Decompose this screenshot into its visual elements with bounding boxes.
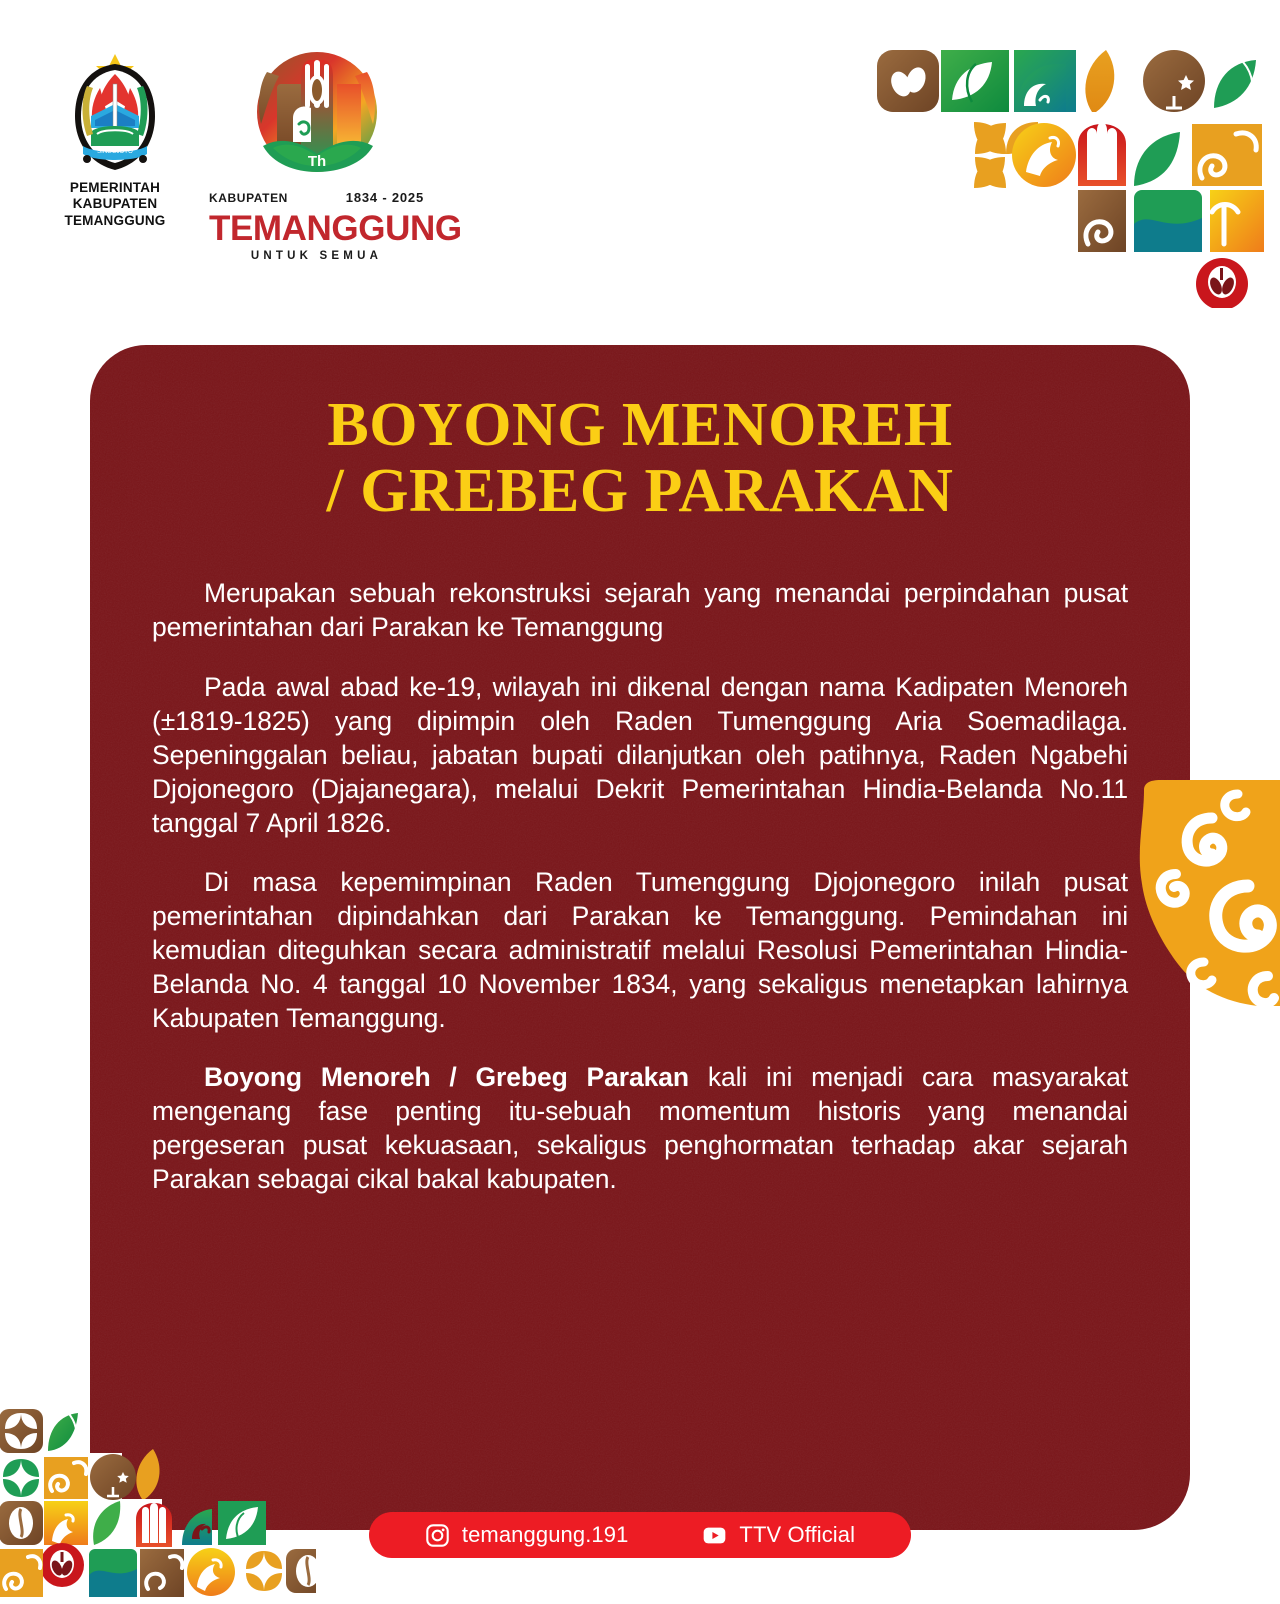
header (0, 0, 1280, 330)
cultural-motif-mosaic-bottom-left (0, 1369, 316, 1604)
batik-gunungan-ornament-icon (1120, 780, 1280, 1015)
social-footer-bar (369, 1512, 911, 1558)
title-line-1: BOYONG MENOREH (327, 391, 953, 459)
paragraph-3: Di masa kepemimpinan Raden Tumenggung Djojonegoro inilah pusat pemerintahan dipindahkan dari Parakan ke Temanggung. Pemindahan ini kemudian diteguhkan secara administratif melalui Resolusi Pemerintahan Hindia-Belanda No. 4 tanggal 10 November 1834, yang sekaligus menetapkan lahirnya Kabupaten Temanggung. (152, 866, 1128, 1033)
anniversary-kabupaten-label: KABUPATEN (209, 191, 288, 205)
instagram-icon (425, 1523, 450, 1548)
anniversary-th-label: Th (307, 153, 326, 170)
page-title (152, 393, 1128, 524)
province-emblem-caption: PEMERINTAH KABUPATEN TEMANGGUNG (64, 180, 166, 228)
instagram-label: temanggung.191 (461, 1522, 629, 1547)
paragraph-1: Merupakan sebuah rekonstruksi sejarah yang menandai perpindahan pusat pemerintahan dari Parakan ke Temanggung (152, 578, 1128, 643)
svg-text:SINGOJOYO: SINGOJOYO (97, 149, 133, 155)
closing-bold-phrase: Boyong Menoreh / Grebeg Parakan (204, 1062, 689, 1092)
closing-rest: kali ini menjadi cara masyarakat mengenang fase penting itu-sebuah momentum historis yang menandai pergeseran pusat kekuasaan, sekaligus penghormatan terhadap akar sejarah Parakan sebagai cikal bakal kabupaten. (152, 1062, 1129, 1195)
province-emblem-block (55, 50, 175, 229)
instagram-handle[interactable] (425, 1522, 629, 1548)
anniversary-word-row (209, 186, 424, 212)
paragraph-2: Pada awal abad ke-19, wilayah ini dikenal dengan nama Kadipaten Menoreh (±1819-1825) yang dipimpin oleh Raden Tumenggung Aria Soemadilaga. Sepeninggalan beliau, jabatan bupati dilanjutkan oleh patihnya, Raden Ngabehi Djojonegoro (Djajanegara), melalui Dekrit Pemerintahan Hindia-Belanda No.11 tanggal 7 April 1826. (152, 671, 1128, 838)
content-card (90, 345, 1190, 1530)
anniversary-years: 1834 - 2025 (345, 190, 424, 205)
youtube-handle[interactable] (702, 1522, 855, 1548)
cultural-motif-mosaic-top-right (844, 38, 1264, 313)
logo-group (55, 50, 462, 262)
anniversary-wordmark: TEMANGGUNG (209, 209, 462, 248)
anniversary-tagline: UNTUK SEMUA (250, 250, 383, 262)
temanggung-anniversary-logo-icon (233, 50, 401, 190)
anniversary-logo-block (209, 50, 462, 262)
body-text (152, 576, 1128, 1196)
youtube-label: TTV Official (739, 1522, 856, 1547)
title-line-2: / GREBEG PARAKAN (326, 456, 954, 525)
youtube-icon (702, 1523, 727, 1548)
paragraph-4 (152, 1060, 1128, 1196)
central-java-provincial-emblem-icon (61, 50, 169, 174)
